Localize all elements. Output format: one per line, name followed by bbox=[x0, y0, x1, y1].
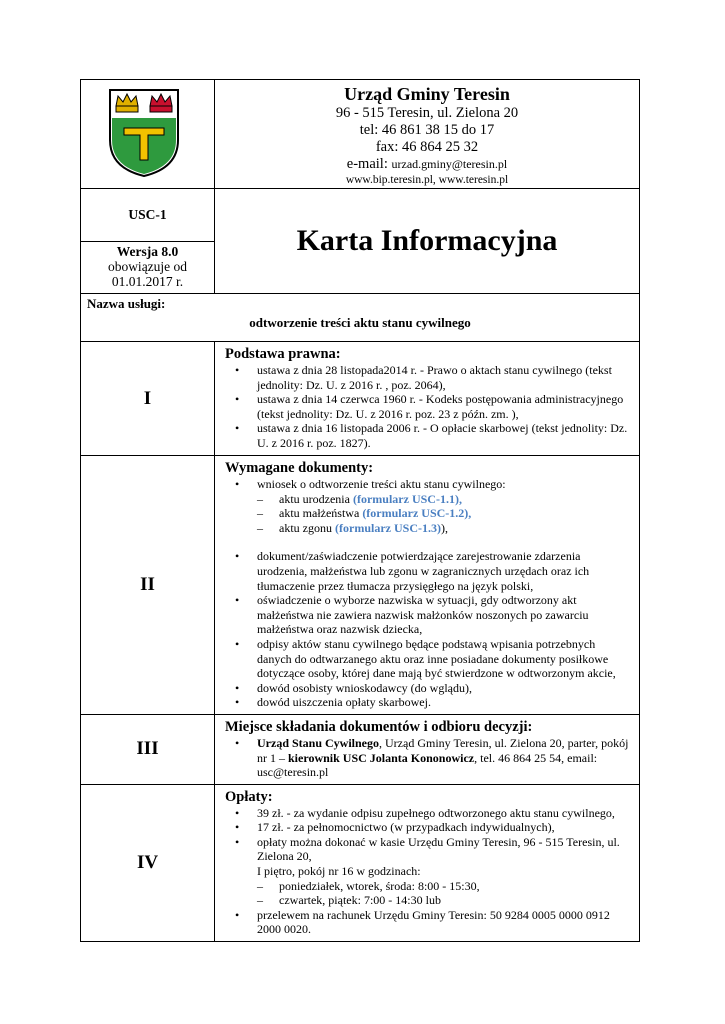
hours-item: – czwartek, piątek: 7:00 - 14:30 lub bbox=[279, 893, 631, 908]
section-legal-basis bbox=[81, 342, 640, 456]
list-item bbox=[257, 835, 631, 908]
document-version-block bbox=[81, 242, 214, 293]
section-content bbox=[215, 342, 640, 456]
section-title: Podstawa prawna: bbox=[225, 346, 341, 362]
form-suffix: , bbox=[468, 506, 472, 521]
service-name: odtworzenie treści aktu stanu cywilnego bbox=[249, 315, 471, 330]
form-label: aktu zgonu bbox=[279, 520, 335, 535]
form-item bbox=[279, 506, 631, 521]
list-item: • przelewem na rachunek Urzędu Gminy Teresin: 50 9284 0005 0000 0912 2000 0020. bbox=[257, 908, 631, 937]
section-content bbox=[215, 784, 640, 941]
section-fees bbox=[81, 784, 640, 941]
office-name: Urząd Gminy Teresin bbox=[344, 84, 510, 104]
list-item: • ustawa z dnia 28 listopada2014 r. - Prawo o aktach stanu cywilnego (tekst jednolity: Dz. U. z 2016 r. , poz. 2064), bbox=[257, 363, 631, 392]
email-label: e-mail: bbox=[346, 156, 392, 172]
form-label: aktu małżeństwa bbox=[279, 506, 363, 521]
list-item: • 39 zł. - za wydanie odpisu zupełnego odtworzonego aktu stanu cywilnego, bbox=[257, 806, 631, 821]
office-contact: , tel. 46 864 25 54, email: usc@teresin.pl bbox=[257, 750, 598, 780]
section-number: I bbox=[81, 342, 215, 456]
form-link-usc-1-1[interactable]: (formularz USC-1.1) bbox=[352, 491, 459, 506]
document-version-cell bbox=[81, 189, 215, 294]
office-location: , Urząd Gminy Teresin, ul. Zielona 20, parter, pokój nr 1 – bbox=[257, 735, 629, 765]
list-item: • dowód osobisty wnioskodawcy (do wglądu), bbox=[257, 681, 631, 696]
cash-floor: I piętro, pokój nr 16 w godzinach: bbox=[257, 864, 421, 879]
header-row bbox=[81, 80, 640, 189]
section-title: Wymagane dokumenty: bbox=[225, 460, 374, 476]
info-card bbox=[80, 79, 639, 942]
fees-list bbox=[225, 806, 631, 937]
document-id-row bbox=[81, 189, 640, 294]
application-intro: wniosek o odtworzenie treści aktu stanu cywilnego: bbox=[257, 477, 506, 491]
opening-hours-list bbox=[257, 879, 631, 908]
legal-basis-list bbox=[225, 363, 631, 451]
form-suffix: ), bbox=[440, 520, 448, 535]
section-submission-place bbox=[81, 714, 640, 784]
form-item bbox=[279, 492, 631, 507]
section-title: Miejsce składania dokumentów i odbioru decyzji: bbox=[225, 718, 533, 735]
list-item bbox=[257, 477, 631, 549]
list-item: • ustawa z dnia 16 listopada 2006 r. - O opłacie skarbowej (tekst jednolity: Dz. U. z 2016 r. poz. 1827). bbox=[257, 421, 631, 450]
application-forms-list bbox=[257, 492, 631, 536]
office-address: 96 - 515 Teresin, ul. Zielona 20 bbox=[335, 105, 519, 121]
section-title: Opłaty: bbox=[225, 788, 273, 805]
service-label: Nazwa usługi: bbox=[87, 296, 166, 311]
section-content bbox=[215, 714, 640, 784]
office-websites[interactable]: www.bip.teresin.pl, www.teresin.pl bbox=[345, 174, 509, 186]
section-number: IV bbox=[81, 784, 215, 941]
form-suffix: , bbox=[458, 491, 462, 506]
service-row bbox=[81, 294, 640, 342]
form-label: aktu urodzenia bbox=[279, 491, 353, 506]
document-title: Karta Informacyjna bbox=[215, 189, 640, 294]
section-number: III bbox=[81, 714, 215, 784]
office-info bbox=[215, 80, 640, 189]
form-link-usc-1-3[interactable]: (formularz USC-1.3) bbox=[335, 520, 441, 535]
hours-item: – poniedziałek, wtorek, środa: 8:00 - 15:30, bbox=[279, 879, 631, 894]
valid-from-date: 01.01.2017 r. bbox=[111, 274, 184, 289]
required-documents-list bbox=[225, 477, 631, 710]
section-content bbox=[215, 456, 640, 715]
info-card-table bbox=[80, 79, 640, 942]
office-fax: fax: 46 864 25 32 bbox=[375, 139, 479, 155]
office-unit: Urząd Stanu Cywilnego bbox=[257, 735, 380, 750]
list-item bbox=[257, 736, 631, 780]
valid-from-label: obowiązuje od bbox=[107, 259, 188, 274]
document-version: Wersja 8.0 bbox=[116, 244, 179, 259]
office-email-line bbox=[215, 156, 639, 173]
service-cell bbox=[81, 294, 640, 342]
document-code: USC-1 bbox=[81, 189, 214, 242]
form-link-usc-1-2[interactable]: (formularz USC-1.2) bbox=[362, 506, 469, 521]
logo-cell bbox=[81, 80, 215, 189]
section-required-documents bbox=[81, 456, 640, 715]
list-item: • oświadczenie o wyborze nazwiska w sytuacji, gdy odtworzony akt małżeństwa nie zawiera nazwisk małżonków noszonych po zawarciu małżeństwa oraz nazwisk dziecka, bbox=[257, 593, 631, 637]
cash-payment: • opłaty można dokonać w kasie Urzędu Gminy Teresin, 96 - 515 Teresin, ul. Zielona 20, bbox=[257, 834, 620, 864]
office-phone: tel: 46 861 38 15 do 17 bbox=[359, 122, 495, 138]
list-item: • ustawa z dnia 14 czerwca 1960 r. - Kodeks postępowania administracyjnego (tekst jednolity: Dz. U. z 2016 r. poz. 23 z późn. zm. ), bbox=[257, 392, 631, 421]
list-item: • 17 zł. - za pełnomocnictwo (w przypadkach indywidualnych), bbox=[257, 820, 631, 835]
office-head: kierownik USC Jolanta Kononowicz bbox=[288, 750, 475, 765]
list-item: • odpisy aktów stanu cywilnego będące podstawą wpisania potrzebnych danych do odtwarzanego aktu oraz inne posiadane dokumenty posiłkowe dotyczące osoby, której dane mają być stwierdzone w odtworzonym akcie, bbox=[257, 637, 631, 681]
form-item bbox=[279, 521, 631, 536]
submission-place-list bbox=[225, 736, 631, 780]
office-email-link[interactable]: urzad.gminy@teresin.pl bbox=[391, 157, 508, 171]
list-item: • dokument/zaświadczenie potwierdzające zarejestrowanie zdarzenia urodzenia, małżeństwa lub zgonu w zagranicznych urzędach oraz ich tłumaczenie przez tłumacza przysięgłego na język polski, bbox=[257, 549, 631, 593]
teresin-coat-of-arms bbox=[108, 88, 180, 178]
list-item: • dowód uiszczenia opłaty skarbowej. bbox=[257, 695, 631, 710]
section-number: II bbox=[81, 456, 215, 715]
